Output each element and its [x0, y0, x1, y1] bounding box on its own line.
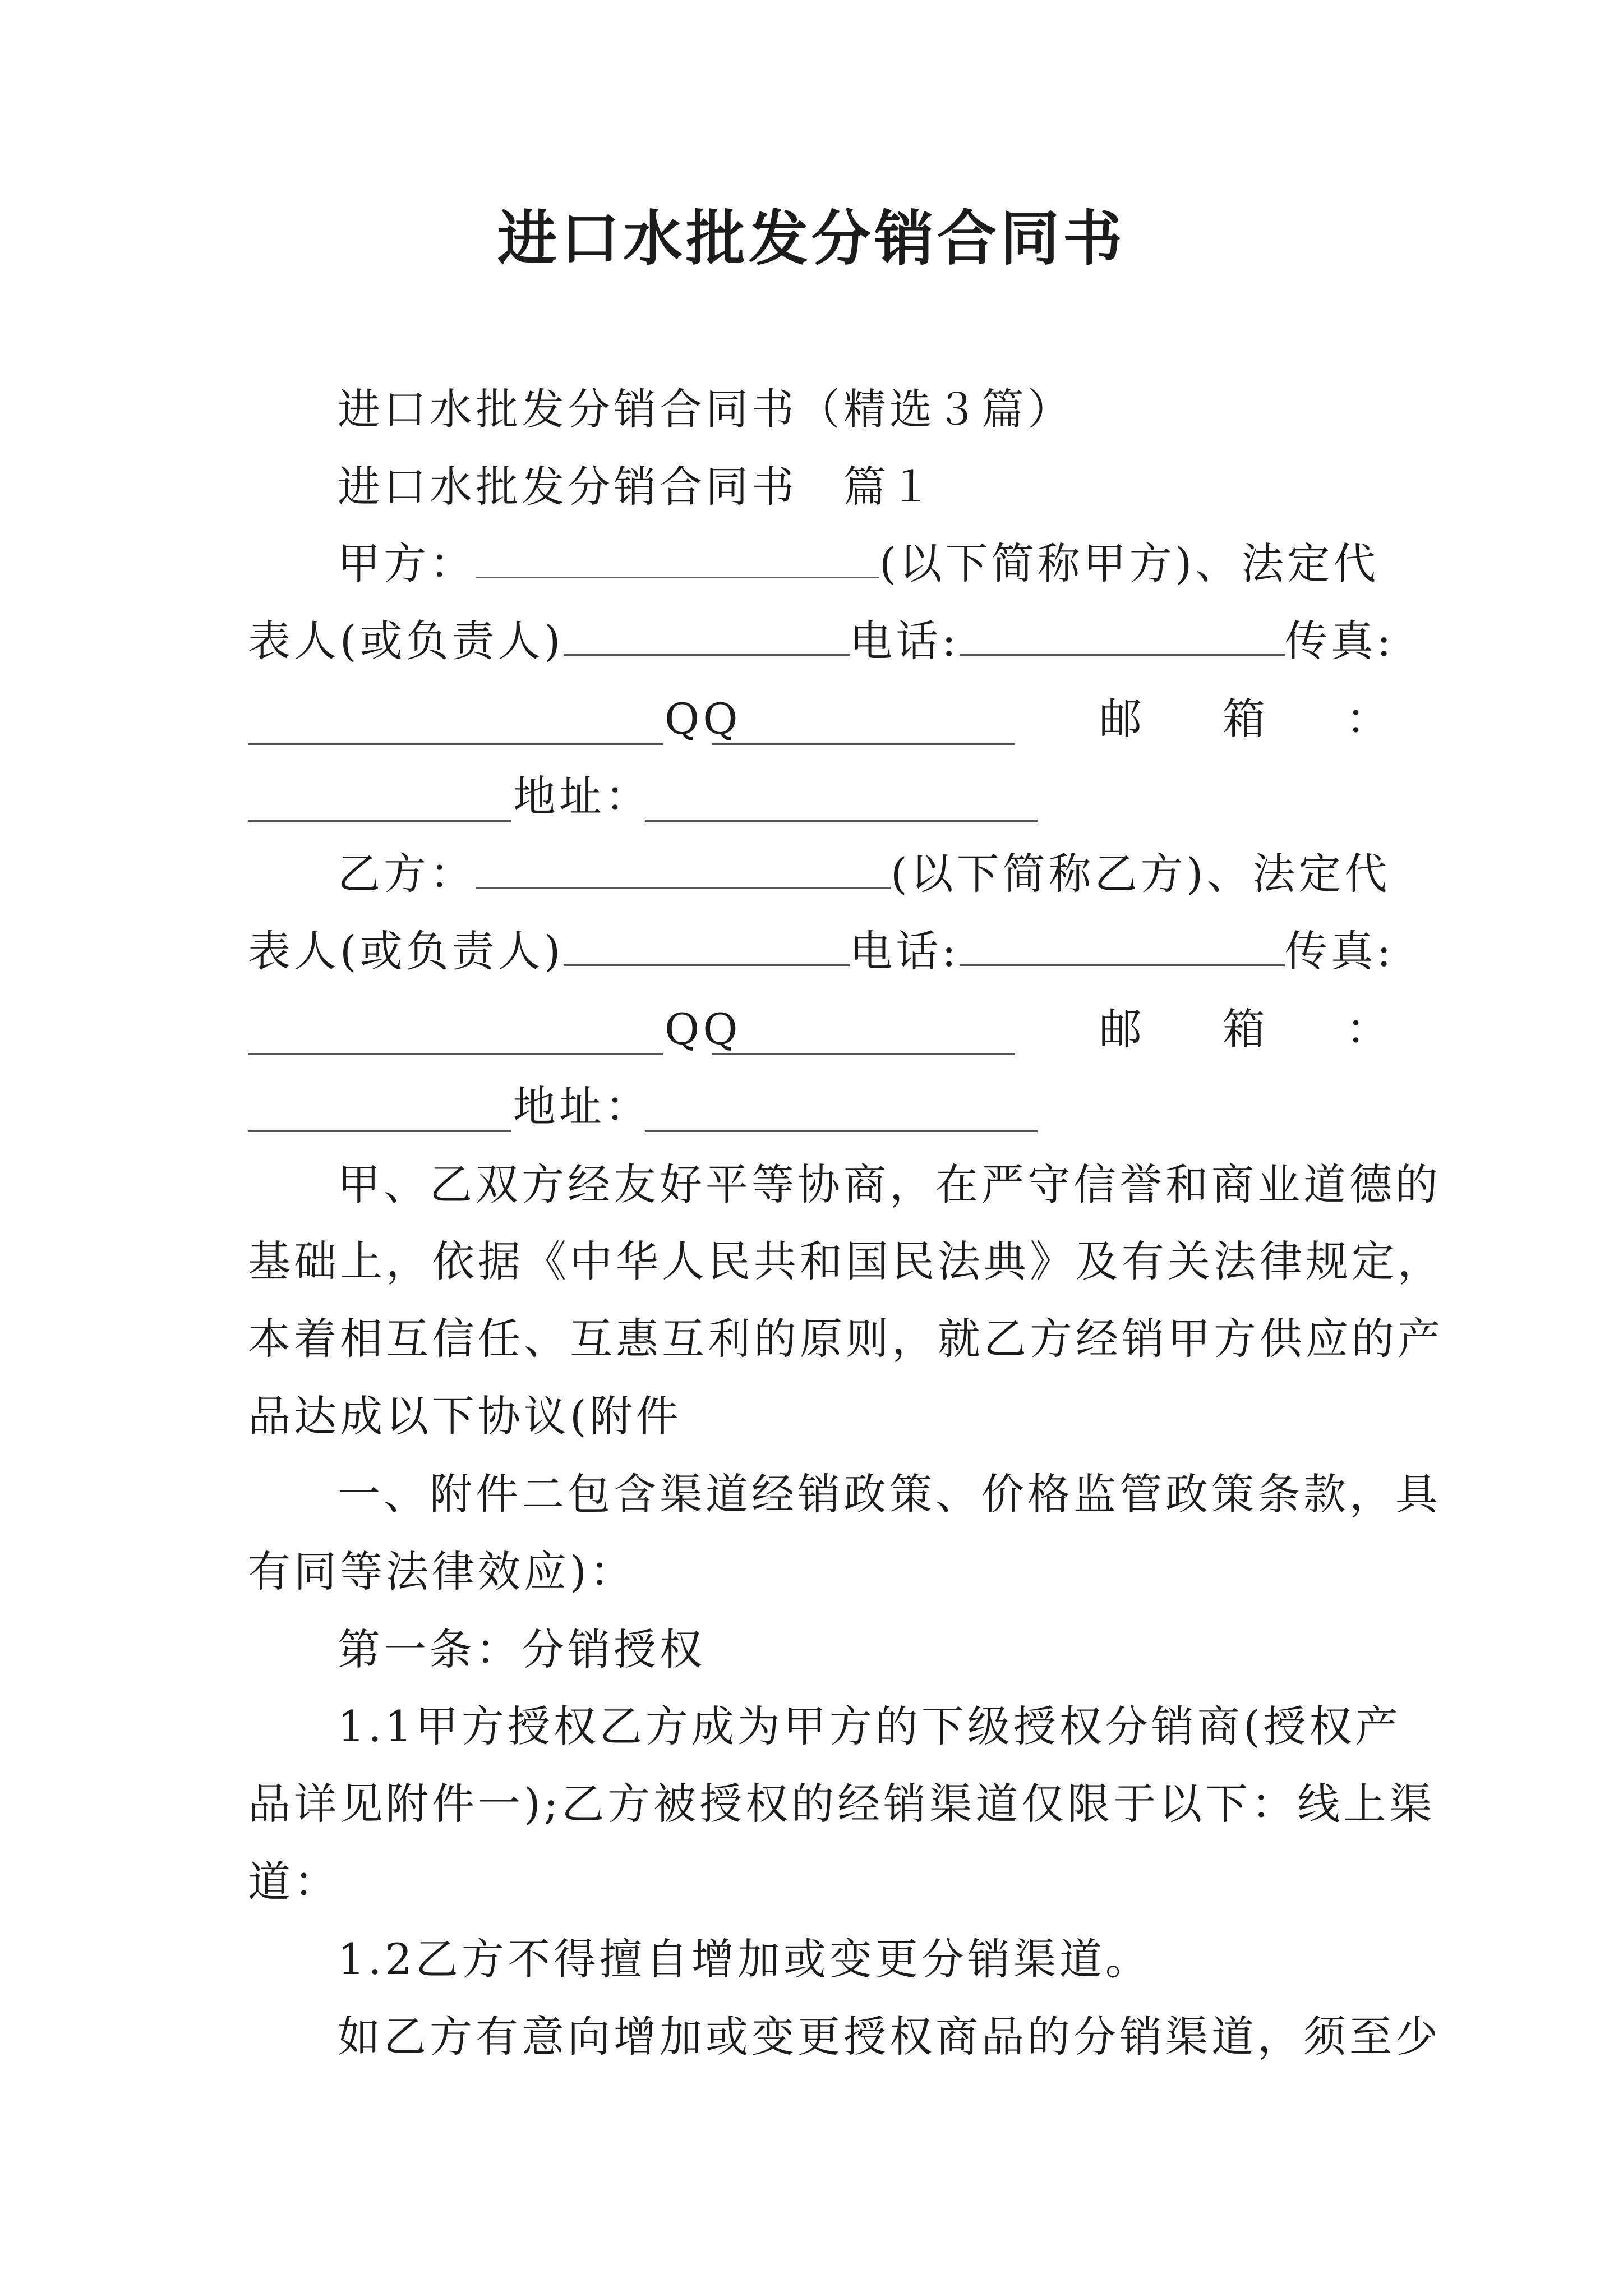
intro-line-1: 甲、乙双方经友好平等协商，在严守信誉和商业道德的	[338, 1159, 1441, 1209]
party-b-line	[338, 846, 1390, 902]
party-b-qq-blank[interactable]	[712, 1053, 1015, 1055]
section-heading: 进口水批发分销合同书 篇１	[338, 462, 935, 512]
clause-1-2: 1.2乙方不得擅自增加或变更分销渠道。	[338, 1934, 1151, 1984]
party-b-fax-label: 传真:	[1284, 926, 1395, 976]
party-b-email-char-3: ：	[1346, 1004, 1392, 1054]
party-a-email-char-2: 箱	[1223, 694, 1269, 744]
party-a-fax-blank[interactable]	[248, 743, 663, 745]
attachment-line-1: 一、附件二包含渠道经销政策、价格监管政策条款，具	[338, 1469, 1441, 1519]
party-b-label: 乙方：	[338, 849, 476, 899]
party-b-email-blank[interactable]	[248, 1130, 511, 1132]
party-a-address-blank[interactable]	[645, 820, 1038, 822]
party-b-rep-line	[248, 923, 1395, 979]
party-a-phone-label: 电话:	[850, 616, 960, 666]
party-b-phone-label: 电话:	[850, 926, 960, 976]
attachment-line-2: 有同等法律效应)：	[248, 1547, 636, 1596]
clause-1-2-continuation: 如乙方有意向增加或变更授权商品的分销渠道，须至少	[338, 2012, 1441, 2062]
party-b-email-char-1: 邮	[1099, 1004, 1145, 1054]
party-b-email-char-2: 箱	[1223, 1004, 1269, 1054]
party-b-rep-blank[interactable]	[564, 925, 850, 966]
document-title: 进口水批发分销合同书	[497, 203, 1126, 273]
clause-1-1-line-1: 1.1甲方授权乙方成为甲方的下级授权分销商(授权产	[338, 1701, 1401, 1751]
party-a-label: 甲方：	[338, 539, 476, 588]
party-a-email-blank[interactable]	[248, 820, 511, 822]
party-a-email-char-1: 邮	[1099, 694, 1145, 744]
party-a-line	[338, 536, 1379, 592]
party-b-name-blank[interactable]	[476, 848, 891, 889]
party-a-rep-label: 表人(或负责人)	[248, 616, 564, 666]
intro-line-4: 品达成以下协议(附件	[248, 1391, 682, 1441]
party-a-email-char-3: ：	[1346, 694, 1392, 744]
party-a-shortname-note: (以下简称甲方)、法定代	[879, 539, 1380, 588]
party-a-qq-label: QQ	[665, 694, 741, 744]
party-b-phone-blank[interactable]	[960, 925, 1285, 966]
party-b-rep-label: 表人(或负责人)	[248, 926, 564, 976]
intro-line-2: 基础上，依据《中华人民共和国民法典》及有关法律规定，	[248, 1236, 1444, 1286]
clause-1-1-line-3: 道：	[248, 1857, 340, 1907]
party-a-address-label: 地址：	[513, 771, 651, 821]
party-b-fax-blank[interactable]	[248, 1053, 663, 1055]
party-a-rep-blank[interactable]	[564, 615, 850, 656]
clause-1-1-line-2: 品详见附件一);乙方被授权的经销渠道仅限于以下：线上渠	[248, 1779, 1436, 1829]
party-a-phone-blank[interactable]	[960, 615, 1285, 656]
party-a-qq-blank[interactable]	[712, 743, 1015, 745]
party-b-address-blank[interactable]	[645, 1130, 1038, 1132]
party-a-rep-line	[248, 613, 1395, 669]
party-b-qq-label: QQ	[665, 1004, 741, 1054]
party-a-fax-label: 传真:	[1284, 616, 1395, 666]
document-subtitle: 进口水批发分销合同书（精选３篇）	[338, 384, 1073, 434]
party-b-shortname-note: (以下简称乙方)、法定代	[891, 849, 1391, 899]
article-one-heading: 第一条：分销授权	[338, 1625, 706, 1674]
party-a-name-blank[interactable]	[476, 537, 879, 578]
party-b-address-label: 地址：	[513, 1082, 651, 1131]
intro-line-3: 本着相互信任、互惠互利的原则，就乙方经销甲方供应的产	[248, 1314, 1444, 1364]
